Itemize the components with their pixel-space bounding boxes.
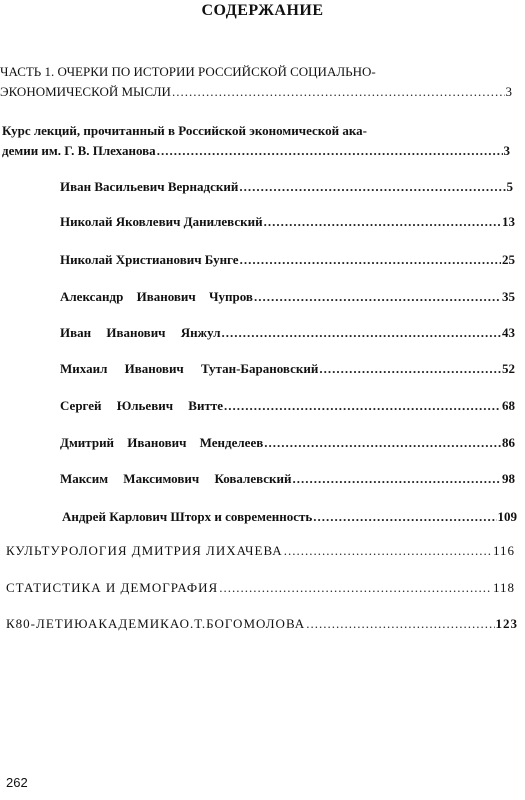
toc-part1-page: 3 xyxy=(505,84,512,99)
toc-entry-page: 86 xyxy=(502,435,515,450)
toc-section-page: 123 xyxy=(495,616,518,631)
toc-course[interactable] xyxy=(2,121,510,161)
leader-dots xyxy=(157,141,503,161)
toc-entry[interactable] xyxy=(60,433,515,453)
toc-entry-page: 109 xyxy=(497,509,517,524)
toc-entry-title: Николай Яковлевич Данилевский xyxy=(60,214,263,229)
leader-dots xyxy=(240,250,501,270)
toc-entry[interactable] xyxy=(60,177,513,197)
toc-course-page: 3 xyxy=(503,143,510,158)
leader-dots xyxy=(306,614,494,634)
toc-entry[interactable] xyxy=(62,507,517,527)
toc-entry[interactable] xyxy=(60,396,515,416)
page-title: СОДЕРЖАНИЕ xyxy=(201,2,324,19)
toc-section-page: 118 xyxy=(492,580,515,595)
toc-entry[interactable] xyxy=(60,287,515,307)
toc-section-page: 116 xyxy=(492,543,515,558)
toc-entry-page: 52 xyxy=(502,361,515,376)
toc-entry[interactable] xyxy=(60,469,515,489)
leader-dots xyxy=(254,287,501,307)
toc-course-line1: Курс лекций, прочитанный в Российской экономической ака- xyxy=(2,123,367,138)
leader-dots xyxy=(264,212,501,232)
toc-part1-line2: ЭКОНОМИЧЕСКОЙ МЫСЛИ xyxy=(0,84,171,99)
leader-dots xyxy=(293,469,501,489)
leader-dots xyxy=(224,396,501,416)
toc-entry-title: Сергей Юльевич Витте xyxy=(60,398,223,413)
toc-entry-title: Дмитрий Иванович Менделеев xyxy=(60,435,264,450)
leader-dots xyxy=(239,177,505,197)
toc-section[interactable] xyxy=(6,578,515,598)
toc-entry-title: Иван Иванович Янжул xyxy=(60,325,221,340)
toc-entry-title: Максим Максимович Ковалевский xyxy=(60,471,292,486)
leader-dots xyxy=(319,359,501,379)
toc-section-title: СТАТИСТИКА И ДЕМОГРАФИЯ xyxy=(6,580,219,595)
toc-entry[interactable] xyxy=(60,250,515,270)
toc-entry[interactable] xyxy=(60,212,515,232)
toc-entry-page: 43 xyxy=(502,325,515,340)
toc-entry-page: 13 xyxy=(502,214,515,229)
toc-section-title: К80-ЛЕТИЮАКАДЕМИКАО.Т.БОГОМОЛОВА xyxy=(6,616,306,631)
toc-part1[interactable] xyxy=(0,62,512,102)
toc-entry[interactable] xyxy=(60,323,515,343)
toc-entry-title: Андрей Карлович Шторх и современность xyxy=(62,509,313,524)
toc-section[interactable] xyxy=(6,614,518,634)
leader-dots xyxy=(284,541,492,561)
toc-entry-title: Николай Христианович Бунге xyxy=(60,252,239,267)
page-number: 262 xyxy=(6,775,28,790)
leader-dots xyxy=(264,433,501,453)
toc-entry-page: 98 xyxy=(502,471,515,486)
leader-dots xyxy=(219,578,492,598)
toc-entry-page: 25 xyxy=(502,252,515,267)
leader-dots xyxy=(313,507,496,527)
toc-section-title: КУЛЬТУРОЛОГИЯ ДМИТРИЯ ЛИХАЧЕВА xyxy=(6,543,283,558)
toc-entry-page: 35 xyxy=(502,289,515,304)
leader-dots xyxy=(172,82,505,102)
toc-entry-page: 5 xyxy=(506,179,513,194)
toc-entry-title: Михаил Иванович Тутан-Барановский xyxy=(60,361,319,376)
leader-dots xyxy=(222,323,501,343)
toc-part1-line1: ЧАСТЬ 1. ОЧЕРКИ ПО ИСТОРИИ РОССИЙСКОЙ СОЦИАЛЬНО- xyxy=(0,64,376,79)
toc-course-line2: демии им. Г. В. Плеханова xyxy=(2,143,156,158)
toc-entry[interactable] xyxy=(60,359,515,379)
toc-entry-title: Иван Васильевич Вернадский xyxy=(60,179,239,194)
toc-entry-title: Александр Иванович Чупров xyxy=(60,289,253,304)
toc-section[interactable] xyxy=(6,541,515,561)
toc-entry-page: 68 xyxy=(502,398,515,413)
